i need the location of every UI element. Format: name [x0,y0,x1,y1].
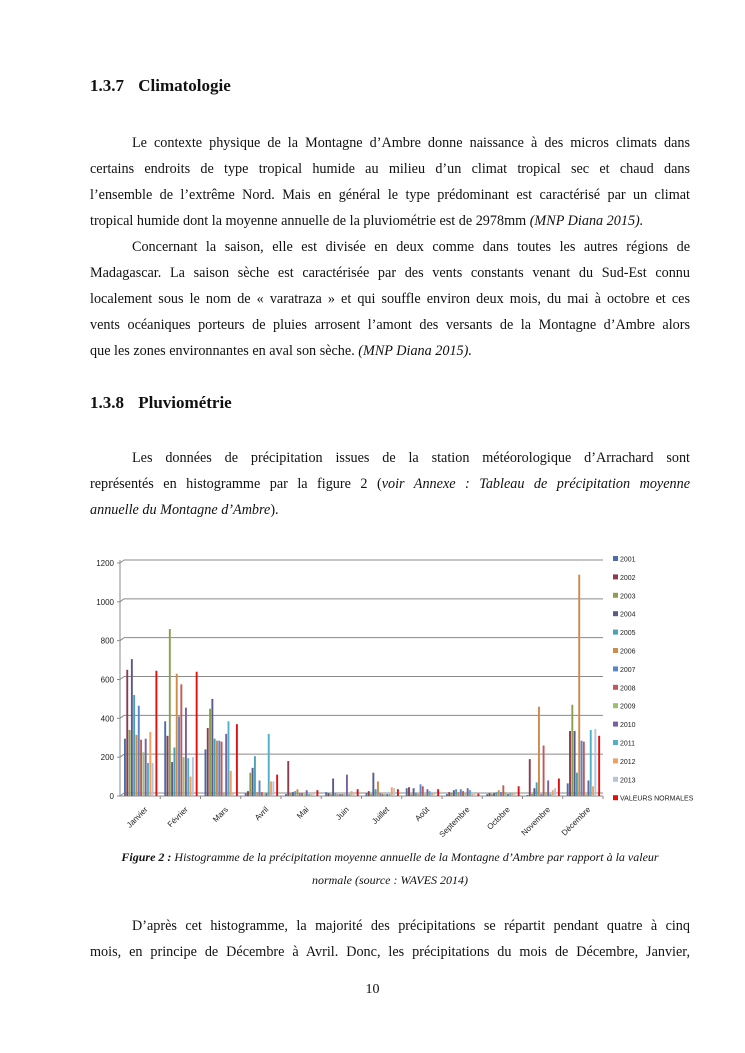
y-tick-label: 200 [100,753,114,763]
legend-swatch [613,574,618,579]
bar-2004 [453,790,455,796]
bar-2005 [214,739,216,796]
text-line [90,338,690,364]
bar-2007 [500,792,502,796]
bar-2005 [133,695,135,796]
bar-2009 [223,793,225,796]
legend-swatch [613,795,618,800]
bar-2006 [538,707,540,796]
chart-canvas [88,553,708,843]
bar-2013 [514,793,516,796]
bar-2007 [581,741,583,796]
bar-2007 [138,706,140,796]
gridline-depth [120,638,124,641]
bar-2002 [167,736,169,796]
bar-2008 [583,742,585,796]
bar-2010 [587,780,589,796]
bar-2011 [550,794,552,796]
bar-2007 [339,794,341,796]
legend-label: 2010 [620,722,636,730]
x-tick-label: Décembre [559,805,593,838]
bar-valeurs-normales [437,789,439,796]
bar-2001 [164,721,166,796]
bar-2012 [310,794,312,796]
legend-swatch [613,611,618,616]
bar-valeurs-normales [558,779,560,796]
legend-swatch [613,722,618,727]
bar-2012 [512,793,514,796]
bar-2002 [287,761,289,796]
legend-swatch [613,593,618,598]
bar-2013 [554,788,556,796]
text-line [90,497,690,523]
gridline-depth [120,715,124,718]
bar-valeurs-normales [357,789,359,796]
legend-label: VALEURS NORMALES [620,795,694,803]
x-tick-label: Février [165,805,190,830]
bar-2004 [372,773,374,796]
bar-2001 [124,739,126,796]
bar-2006 [417,794,419,796]
caption-line: normale (source : WAVES 2014) [311,873,469,887]
bar-2009 [585,794,587,796]
bar-valeurs-normales [518,786,520,796]
bar-2012 [391,787,393,796]
text-line [90,471,690,497]
section-heading-pluviometrie [90,393,232,413]
bar-2011 [348,794,350,796]
bar-2012 [552,790,554,796]
bar-2010 [306,790,308,796]
bar-2006 [377,781,379,796]
bar-2004 [292,792,294,796]
bar-2005 [375,789,377,796]
y-tick-label: 800 [100,636,114,646]
legend-label: 2007 [620,666,636,674]
text-segment: ). [270,502,279,518]
bar-2004 [493,793,495,796]
bar-2009 [464,793,466,796]
bar-2012 [431,793,433,796]
bar-2003 [290,793,292,796]
bar-2013 [353,794,355,796]
precipitation-histogram [88,553,708,843]
bar-2005 [495,792,497,796]
bar-2010 [185,708,187,796]
bar-2010 [225,734,227,796]
bar-valeurs-normales [397,789,399,796]
bar-2004 [413,788,415,796]
bar-2008 [502,785,504,796]
bar-2006 [256,792,258,796]
bar-2009 [545,792,547,796]
text-line: Le contexte physique de la Montagne d’Ambre donne naissance à des micros climats dans [132,135,690,151]
x-tick-label: Mars [211,805,231,824]
bar-2003 [491,794,493,796]
bar-2013 [313,794,315,796]
figure-label: Figure 2 : [121,850,172,864]
y-tick-label: 0 [109,792,114,801]
bar-2002 [569,731,571,796]
bar-2002 [207,728,209,796]
bar-valeurs-normales [316,790,318,796]
bar-2003 [169,629,171,796]
annex-reference: voir Annexe : Tableau de précipitation moyenne [381,476,690,492]
bar-2007 [379,793,381,796]
bar-2004 [171,762,173,796]
bar-valeurs-normales [155,671,157,796]
bar-2012 [149,732,151,796]
x-tick-label: Septembre [437,805,472,840]
bar-2012 [351,791,353,796]
x-tick-label: Août [413,805,432,824]
text-line: Concernant la saison, elle est divisée en deux comme dans toutes les autres régions de [132,239,690,255]
gridline-depth [120,599,124,602]
x-tick-label: Juin [334,805,351,822]
bar-2002 [489,793,491,796]
legend-label: 2011 [620,740,636,748]
legend-label: 2006 [620,648,636,656]
bar-2006 [578,575,580,796]
bar-2006 [337,794,339,796]
text-segment: que les zones environnantes en aval son sèche. [90,343,355,359]
bar-2010 [547,780,549,796]
bar-valeurs-normales [196,672,198,796]
citation: (MNP Diana 2015). [529,213,644,229]
bar-2008 [221,742,223,796]
section-heading-climatologie [90,76,231,96]
bar-valeurs-normales [276,775,278,796]
legend-label: 2003 [620,593,636,601]
text-line: D’après cet histogramme, la majorité des précipitations se répartit pendant quatre à cinq [132,918,690,934]
bar-valeurs-normales [477,794,479,796]
legend-label: 2009 [620,703,636,711]
x-tick-label: Juillet [370,805,392,826]
bar-2005 [254,756,256,796]
bar-2008 [140,740,142,796]
bar-2010 [145,739,147,796]
bar-2010 [265,793,267,796]
bar-2003 [571,705,573,796]
bar-2012 [230,771,232,796]
bar-2010 [386,794,388,796]
text-segment: tropical humide dont la moyenne annuelle de la pluviométrie est de 2978mm [90,213,527,229]
text-segment: représentés en histogramme par la figure 2 ( [90,476,382,492]
bar-2011 [187,758,189,796]
bar-2002 [529,759,531,796]
bar-2006 [297,789,299,796]
bar-2004 [574,731,576,796]
bar-2005 [455,789,457,796]
paragraph-climatologie-2 [90,234,690,364]
text-line [90,208,690,234]
bar-2011 [268,734,270,796]
bar-2007 [259,780,261,796]
bar-2011 [308,794,310,796]
bar-2011 [228,721,230,796]
bar-2003 [370,794,372,796]
gridline-depth [120,677,124,680]
bar-2008 [301,793,303,796]
bar-2006 [216,741,218,796]
bar-2012 [471,794,473,796]
x-tick-label: Novembre [519,805,553,838]
bar-2003 [249,773,251,796]
bar-2005 [294,791,296,796]
text-line: mois, en principe de Décembre à Avril. Donc, les précipitations du mois de Décembre, Janvier, [90,944,690,960]
y-tick-label: 600 [100,675,114,685]
bar-2008 [261,792,263,796]
bar-2002 [368,791,370,796]
bar-2002 [247,791,249,796]
x-tick-label: Mai [295,805,311,821]
bar-2007 [178,716,180,796]
bar-2004 [211,699,213,796]
legend-label: 2002 [620,574,636,582]
section-number: 1.3.7 [90,76,124,95]
bar-2005 [576,773,578,796]
bar-2013 [272,781,274,796]
bar-2001 [446,794,448,796]
bar-2001 [245,793,247,796]
legend-label: 2001 [620,556,636,564]
bar-2004 [332,779,334,796]
bar-2008 [422,786,424,796]
legend-label: 2004 [620,611,636,619]
bar-2002 [328,793,330,796]
bar-2009 [344,794,346,796]
legend-swatch [613,740,618,745]
bar-2010 [507,794,509,796]
bar-2006 [498,790,500,796]
bar-2013 [232,793,234,796]
text-line: localement sous le nom de « varatraza » et qui souffle environ deux mois, du mai à octobre et ces [90,291,690,307]
legend-swatch [613,703,618,708]
bar-2007 [299,793,301,796]
bar-2011 [147,763,149,796]
bar-2009 [183,757,185,796]
legend-label: 2008 [620,685,636,693]
annex-reference: annuelle du Montagne d’Ambre [90,502,271,518]
legend-swatch [613,630,618,635]
section-number: 1.3.8 [90,393,124,412]
x-tick-label: Avril [253,805,271,823]
bar-2009 [263,794,265,796]
bar-2013 [192,757,194,796]
bar-2004 [252,768,254,796]
bar-valeurs-normales [236,724,238,796]
bar-2007 [218,741,220,796]
legend-label: 2013 [620,777,636,785]
bar-2011 [469,790,471,796]
legend-swatch [613,777,618,782]
text-line: certains endroits de type tropical humide au milieu d’un climat tropical sec et chaud dans [90,161,690,177]
caption-line [90,846,690,869]
bar-valeurs-normales [598,736,600,796]
bar-2013 [474,794,476,796]
bar-2011 [590,730,592,796]
bar-2003 [410,794,412,796]
bar-2009 [142,752,144,796]
legend-swatch [613,556,618,561]
bar-2006 [458,792,460,796]
bar-2005 [536,782,538,796]
bar-2010 [426,789,428,796]
bar-2011 [429,791,431,796]
bar-2009 [303,794,305,796]
bar-2007 [540,794,542,796]
bar-2011 [509,793,511,796]
bar-2002 [408,787,410,796]
bar-2009 [424,794,426,796]
bar-2006 [176,674,178,796]
bar-2012 [270,781,272,796]
bar-2013 [393,788,395,796]
legend-swatch [613,685,618,690]
bar-2009 [384,794,386,796]
bar-2002 [448,792,450,796]
bar-2010 [346,775,348,796]
bar-2003 [451,793,453,796]
bar-2008 [180,684,182,796]
legend-label: 2005 [620,630,636,638]
bar-2008 [543,746,545,796]
bar-2005 [415,793,417,796]
y-tick-label: 400 [100,714,114,724]
bar-2008 [462,791,464,796]
bar-2007 [420,784,422,796]
bar-2005 [334,793,336,796]
citation: (MNP Diana 2015). [358,343,472,359]
bar-2001 [366,793,368,796]
figure-caption [90,846,690,892]
paragraph-conclusion [90,913,690,965]
gridline-depth [120,560,124,563]
bar-2003 [330,794,332,796]
section-title: Climatologie [138,76,231,95]
text-line: Les données de précipitation issues de la station météorologique d’Arrachard sont [132,450,690,466]
bar-2002 [126,670,128,796]
bar-2007 [460,789,462,796]
y-tick-label: 1200 [96,559,114,568]
bar-2013 [152,763,154,796]
text-line: Madagascar. La saison sèche est caractérisée par des vents constants venant du Sud-Est connu [90,265,690,281]
bar-2001 [325,792,327,796]
legend-label: 2012 [620,758,636,766]
x-tick-label: Octobre [485,805,512,832]
bar-2009 [505,792,507,796]
bar-2001 [205,749,207,796]
bar-2003 [129,730,131,796]
legend-swatch [613,648,618,653]
x-tick-label: Janvier [124,805,150,830]
bar-2001 [406,788,408,796]
y-tick-label: 1000 [96,597,114,607]
bar-2004 [131,659,133,796]
bar-2008 [341,794,343,796]
paragraph-pluviometrie [90,445,690,523]
text-line: l’ensemble de l’extrême Nord. Mais en général le type prédominant est caractérisé par un climat [90,187,690,203]
bar-2006 [136,735,138,796]
bar-2003 [531,794,533,796]
bar-2008 [382,794,384,796]
bar-2005 [173,747,175,796]
gridline-depth [120,754,124,757]
page-number: 10 [365,982,380,997]
bar-2003 [209,709,211,796]
bar-2011 [389,794,391,796]
bar-2001 [567,783,569,796]
bar-2001 [486,794,488,796]
bar-2001 [285,794,287,796]
legend-swatch [613,758,618,763]
text-line: vents océaniques porteurs de pluies arrosent l’amont des versants de la Montagne d’Ambre alors [90,317,690,333]
bar-2012 [190,777,192,796]
bar-2012 [592,786,594,796]
bar-2013 [594,729,596,796]
section-title: Pluviométrie [138,393,232,412]
paragraph-climatologie-1 [90,130,690,234]
bar-2004 [533,788,535,796]
legend-swatch [613,666,618,671]
caption-text: Histogramme de la précipitation moyenne annuelle de la Montagne d’Ambre par rapport à la valeur [174,850,659,864]
bar-2010 [467,788,469,796]
bar-2001 [527,795,529,796]
bar-2013 [433,794,435,796]
